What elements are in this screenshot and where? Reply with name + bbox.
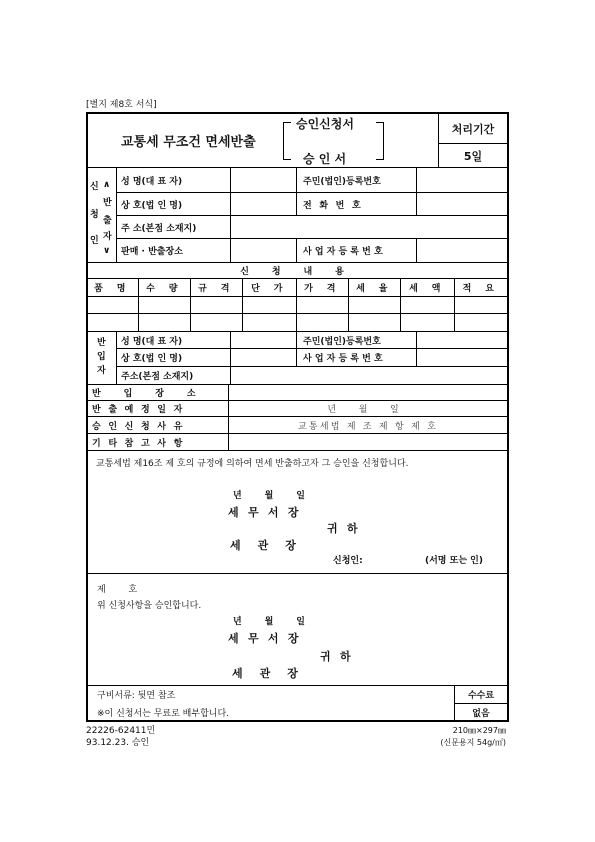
reason-field[interactable]: 교통세법 제 조 제 항 제 호 [297,421,439,432]
receiver-name-label: 성 명(대 표 자) [121,336,183,347]
processing-period-value: 5일 [463,149,483,163]
approval-office-customs: 세 관 장 [232,667,305,680]
applicant-signature-label: 신청인: [333,556,363,566]
receiver-name-field[interactable] [231,332,295,348]
application-office-customs: 세 관 장 [230,539,303,552]
applicant-id-field[interactable] [417,168,507,192]
approval-honorific: 귀 하 [320,650,354,663]
applicant-company-label: 상 호(법 인 명) [121,200,183,211]
receiver-id-label: 주민(법인)등록번호 [303,336,381,347]
application-office-tax: 세 무 서 장 [228,506,302,519]
fee-value: 없음 [472,708,490,719]
applicant-sales-place-label: 판매 · 반출장소 [121,247,183,257]
place-field[interactable] [229,385,507,400]
receiver-bizno-field[interactable] [417,349,507,366]
applicant-sales-place-field[interactable] [231,239,295,262]
receiver-bizno-label: 사 업 자 등 록 번 호 [303,354,383,364]
applicant-side-label: 신 ∧ 반 청 출 자 인 ∨ [90,180,112,256]
receiver-side-label: 반 입 자 [97,338,106,376]
approval-date: 년 월 일 [233,617,315,627]
title-type-application: 승인신청서 [296,117,354,131]
fee-label: 수수료 [467,691,495,701]
scheduled-date-field[interactable]: 년 월 일 [327,405,409,415]
place-label: 반 입 장 소 [92,389,206,399]
etc-label: 기 타 참 고 사 항 [92,438,185,449]
approval-number: 제 호 [97,585,147,595]
applicant-phone-field[interactable] [417,193,507,215]
details-col-unit-price: 단 가 [251,284,288,294]
details-col-price: 가 격 [304,284,341,294]
receiver-company-label: 상 호(법 인 명) [121,354,183,364]
applicant-signature-field[interactable] [370,553,420,568]
details-row-1[interactable] [87,297,507,313]
applicant-id-label: 주민(법인)등록번호 [303,176,381,187]
details-row-2[interactable] [87,314,507,331]
details-col-tax-rate: 세 율 [356,284,393,294]
approval-date-stamp: 93.12.23. 승인 [86,738,150,748]
application-statement: 교통세법 제16조 제 호의 규정에 의하여 면세 반출하고자 그 승인을 신청합니다. [96,459,409,469]
application-date: 년 월 일 [233,491,315,501]
form-tag: [별지 제8호 서식] [86,100,157,110]
details-col-remarks: 적 요 [462,284,500,294]
details-col-spec: 규 격 [198,284,235,294]
receiver-address-field[interactable] [231,367,507,384]
reason-label: 승 인 신 청 사 유 [92,421,185,432]
scheduled-date-label: 반 출 예 정 일 자 [92,405,185,415]
processing-period-label: 처리기간 [451,122,495,136]
application-honorific: 귀 하 [327,522,361,535]
details-col-tax-amount: 세 액 [409,284,446,294]
paper-size: 210㎜×297㎜ [452,726,506,735]
applicant-bizno-field[interactable] [417,239,507,262]
details-col-quantity: 수 량 [146,284,183,294]
applicant-bizno-label: 사 업 자 등 록 번 호 [303,247,383,257]
title-type-approval: 승 인 서 [303,152,347,166]
receiver-address-label: 주소(본점 소재지) [121,372,194,382]
free-distribution-note: ※이 신청서는 무료로 배부합니다. [97,708,230,719]
form-title: 교통세 무조건 면세반출 [121,135,256,150]
etc-field[interactable] [229,434,507,450]
form-code: 22226-62411민 [86,726,156,736]
paper-type: (신문용지 54g/㎡) [440,738,506,747]
applicant-name-label: 성 명(대 표 자) [121,176,183,187]
receiver-company-field[interactable] [231,349,295,366]
receiver-id-field[interactable] [417,332,507,348]
applicant-company-field[interactable] [231,193,295,215]
details-section-title: 신 청 내 용 [240,267,354,277]
applicant-address-label: 주 소(본점 소재지) [121,223,197,234]
applicant-address-field[interactable] [231,216,507,238]
applicant-name-field[interactable] [231,168,295,192]
approval-statement: 위 신청사항을 승인합니다. [97,601,202,611]
applicant-phone-label: 전 화 번 호 [303,200,363,211]
required-docs: 구비서류: 뒷면 참조 [97,691,176,701]
signature-note: (서명 또는 인) [425,556,483,566]
approval-office-tax: 세 무 서 장 [228,632,302,645]
details-col-item: 품 명 [94,284,131,294]
